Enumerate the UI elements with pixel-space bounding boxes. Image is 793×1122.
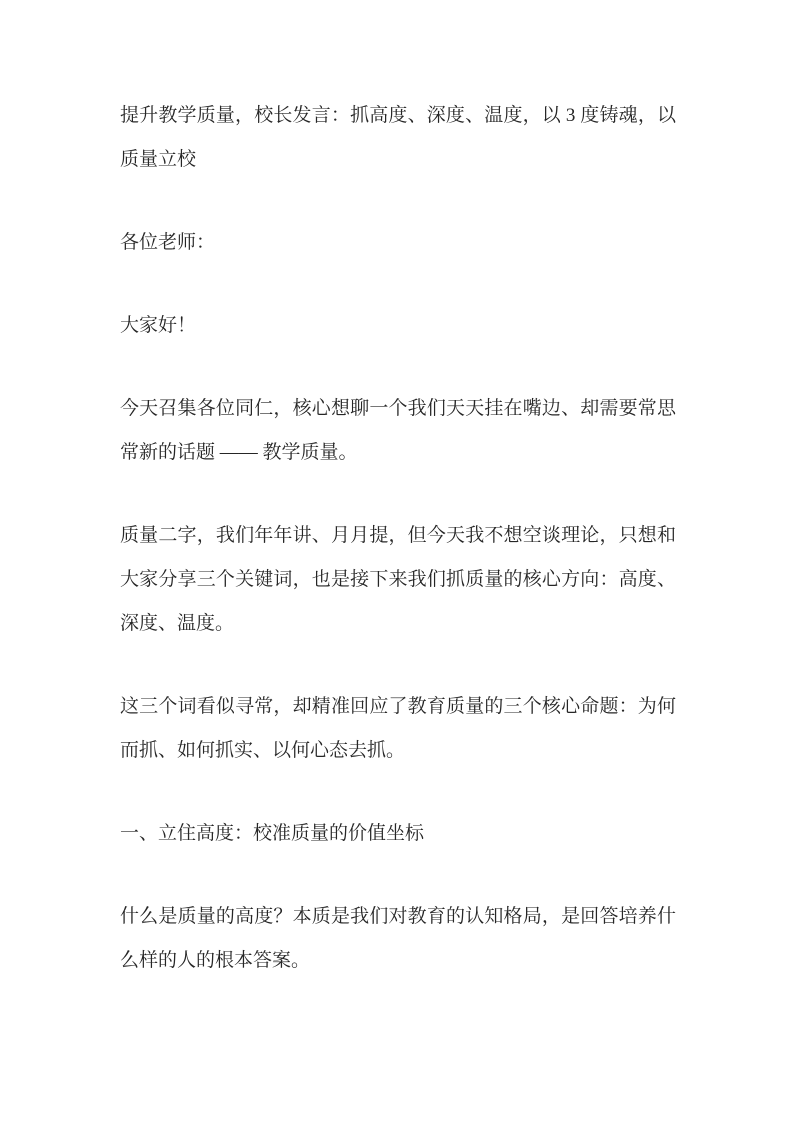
paragraph-keywords: 质量二字，我们年年讲、月月提，但今天我不想空谈理论，只想和大家分享三个关键词，也是接下来我们抓质量的核心方向：高度、深度、温度。 (120, 525, 676, 634)
paragraph-greeting: 大家好！ (120, 315, 197, 336)
section-heading: 一、立住高度：校准质量的价值坐标 (120, 823, 425, 844)
paragraph-intro: 今天召集各位同仁，核心想聊一个我们天天挂在嘴边、却需要常思常新的话题 —— 教学质量。 (120, 398, 676, 463)
paragraph-salutation: 各位老师： (120, 232, 216, 253)
paragraph-section-one-body: 什么是质量的高度？本质是我们对教育的认知格局，是回答培养什么样的人的根本答案。 (120, 906, 676, 971)
document-title: 提升教学质量，校长发言：抓高度、深度、温度，以 3 度铸魂，以质量立校 (120, 105, 676, 170)
paragraph-themes: 这三个词看似寻常，却精准回应了教育质量的三个核心命题：为何而抓、如何抓实、以何心态去抓。 (120, 696, 676, 761)
